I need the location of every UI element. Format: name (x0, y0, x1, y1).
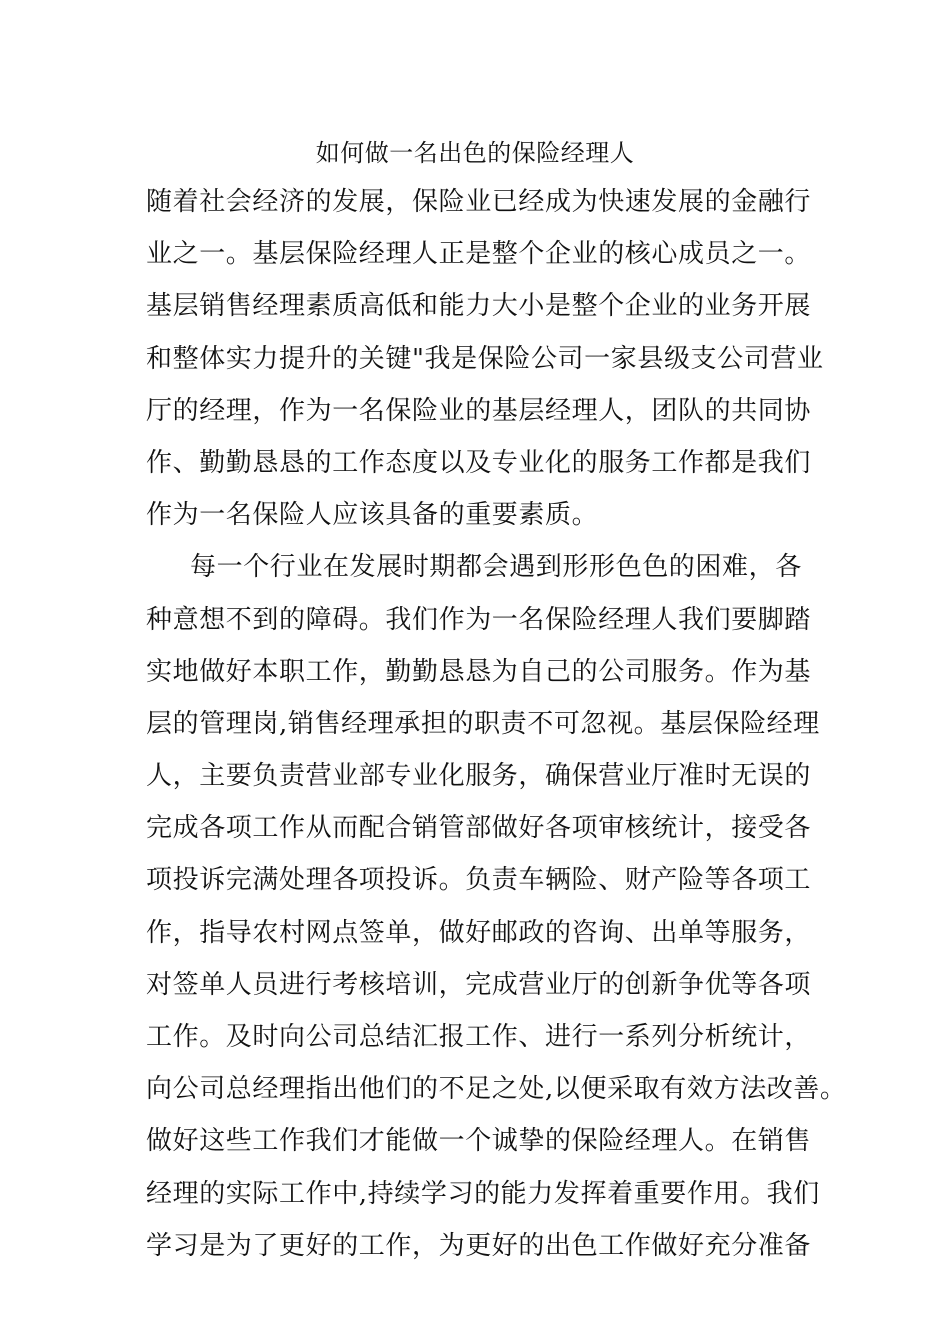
text-line: 业之一。基层保险经理人正是整个企业的核心成员之一。 (146, 239, 812, 270)
text-line: 对签单人员进行考核培训，完成营业厅的创新争优等各项 (146, 969, 812, 1000)
text-line: 做好这些工作我们才能做一个诚挚的保险经理人。在销售 (146, 1126, 812, 1157)
text-line: 完成各项工作从而配合销管部做好各项审核统计，接受各 (146, 813, 812, 844)
text-line: 学习是为了更好的工作，为更好的出色工作做好充分准备 (146, 1230, 812, 1261)
text-line: 厅的经理，作为一名保险业的基层经理人，团队的共同协 (146, 395, 812, 426)
text-line: 种意想不到的障碍。我们作为一名保险经理人我们要脚踏 (146, 604, 812, 635)
document-body (146, 176, 847, 1272)
text-line: 和整体实力提升的关键"我是保险公司一家县级支公司营业 (146, 343, 824, 374)
text-line: 项投诉完满处理各项投诉。负责车辆险、财产险等各项工 (146, 865, 812, 896)
paragraph-first-line: 每一个行业在发展时期都会遇到形形色色的困难，各 (190, 552, 802, 583)
text-line: 工作。及时向公司总结汇报工作、进行一系列分析统计， (146, 1022, 812, 1052)
text-line: 经理的实际工作中,持续学习的能力发挥着重要作用。我们 (146, 1178, 820, 1209)
text-line: 人，主要负责营业部专业化服务，确保营业厅准时无误的 (146, 761, 812, 792)
text-line: 基层销售经理素质高低和能力大小是整个企业的业务开展 (146, 291, 812, 322)
text-line: 层的管理岗,销售经理承担的职责不可忽视。基层保险经理 (146, 708, 820, 739)
text-line: 随着社会经济的发展，保险业已经成为快速发展的金融行 (146, 187, 812, 217)
text-line: 向公司总经理指出他们的不足之处,以便采取有效方法改善。 (146, 1074, 847, 1105)
text-line: 作，指导农村网点签单，做好邮政的咨询、出单等服务， (146, 917, 812, 948)
text-line: 作为一名保险人应该具备的重要素质。 (146, 500, 599, 531)
text-line: 作、勤勤恳恳的工作态度以及专业化的服务工作都是我们 (146, 447, 812, 478)
document-title: 如何做一名出色的保险经理人 (315, 139, 635, 167)
text-line: 实地做好本职工作，勤勤恳恳为自己的公司服务。作为基 (146, 656, 812, 687)
